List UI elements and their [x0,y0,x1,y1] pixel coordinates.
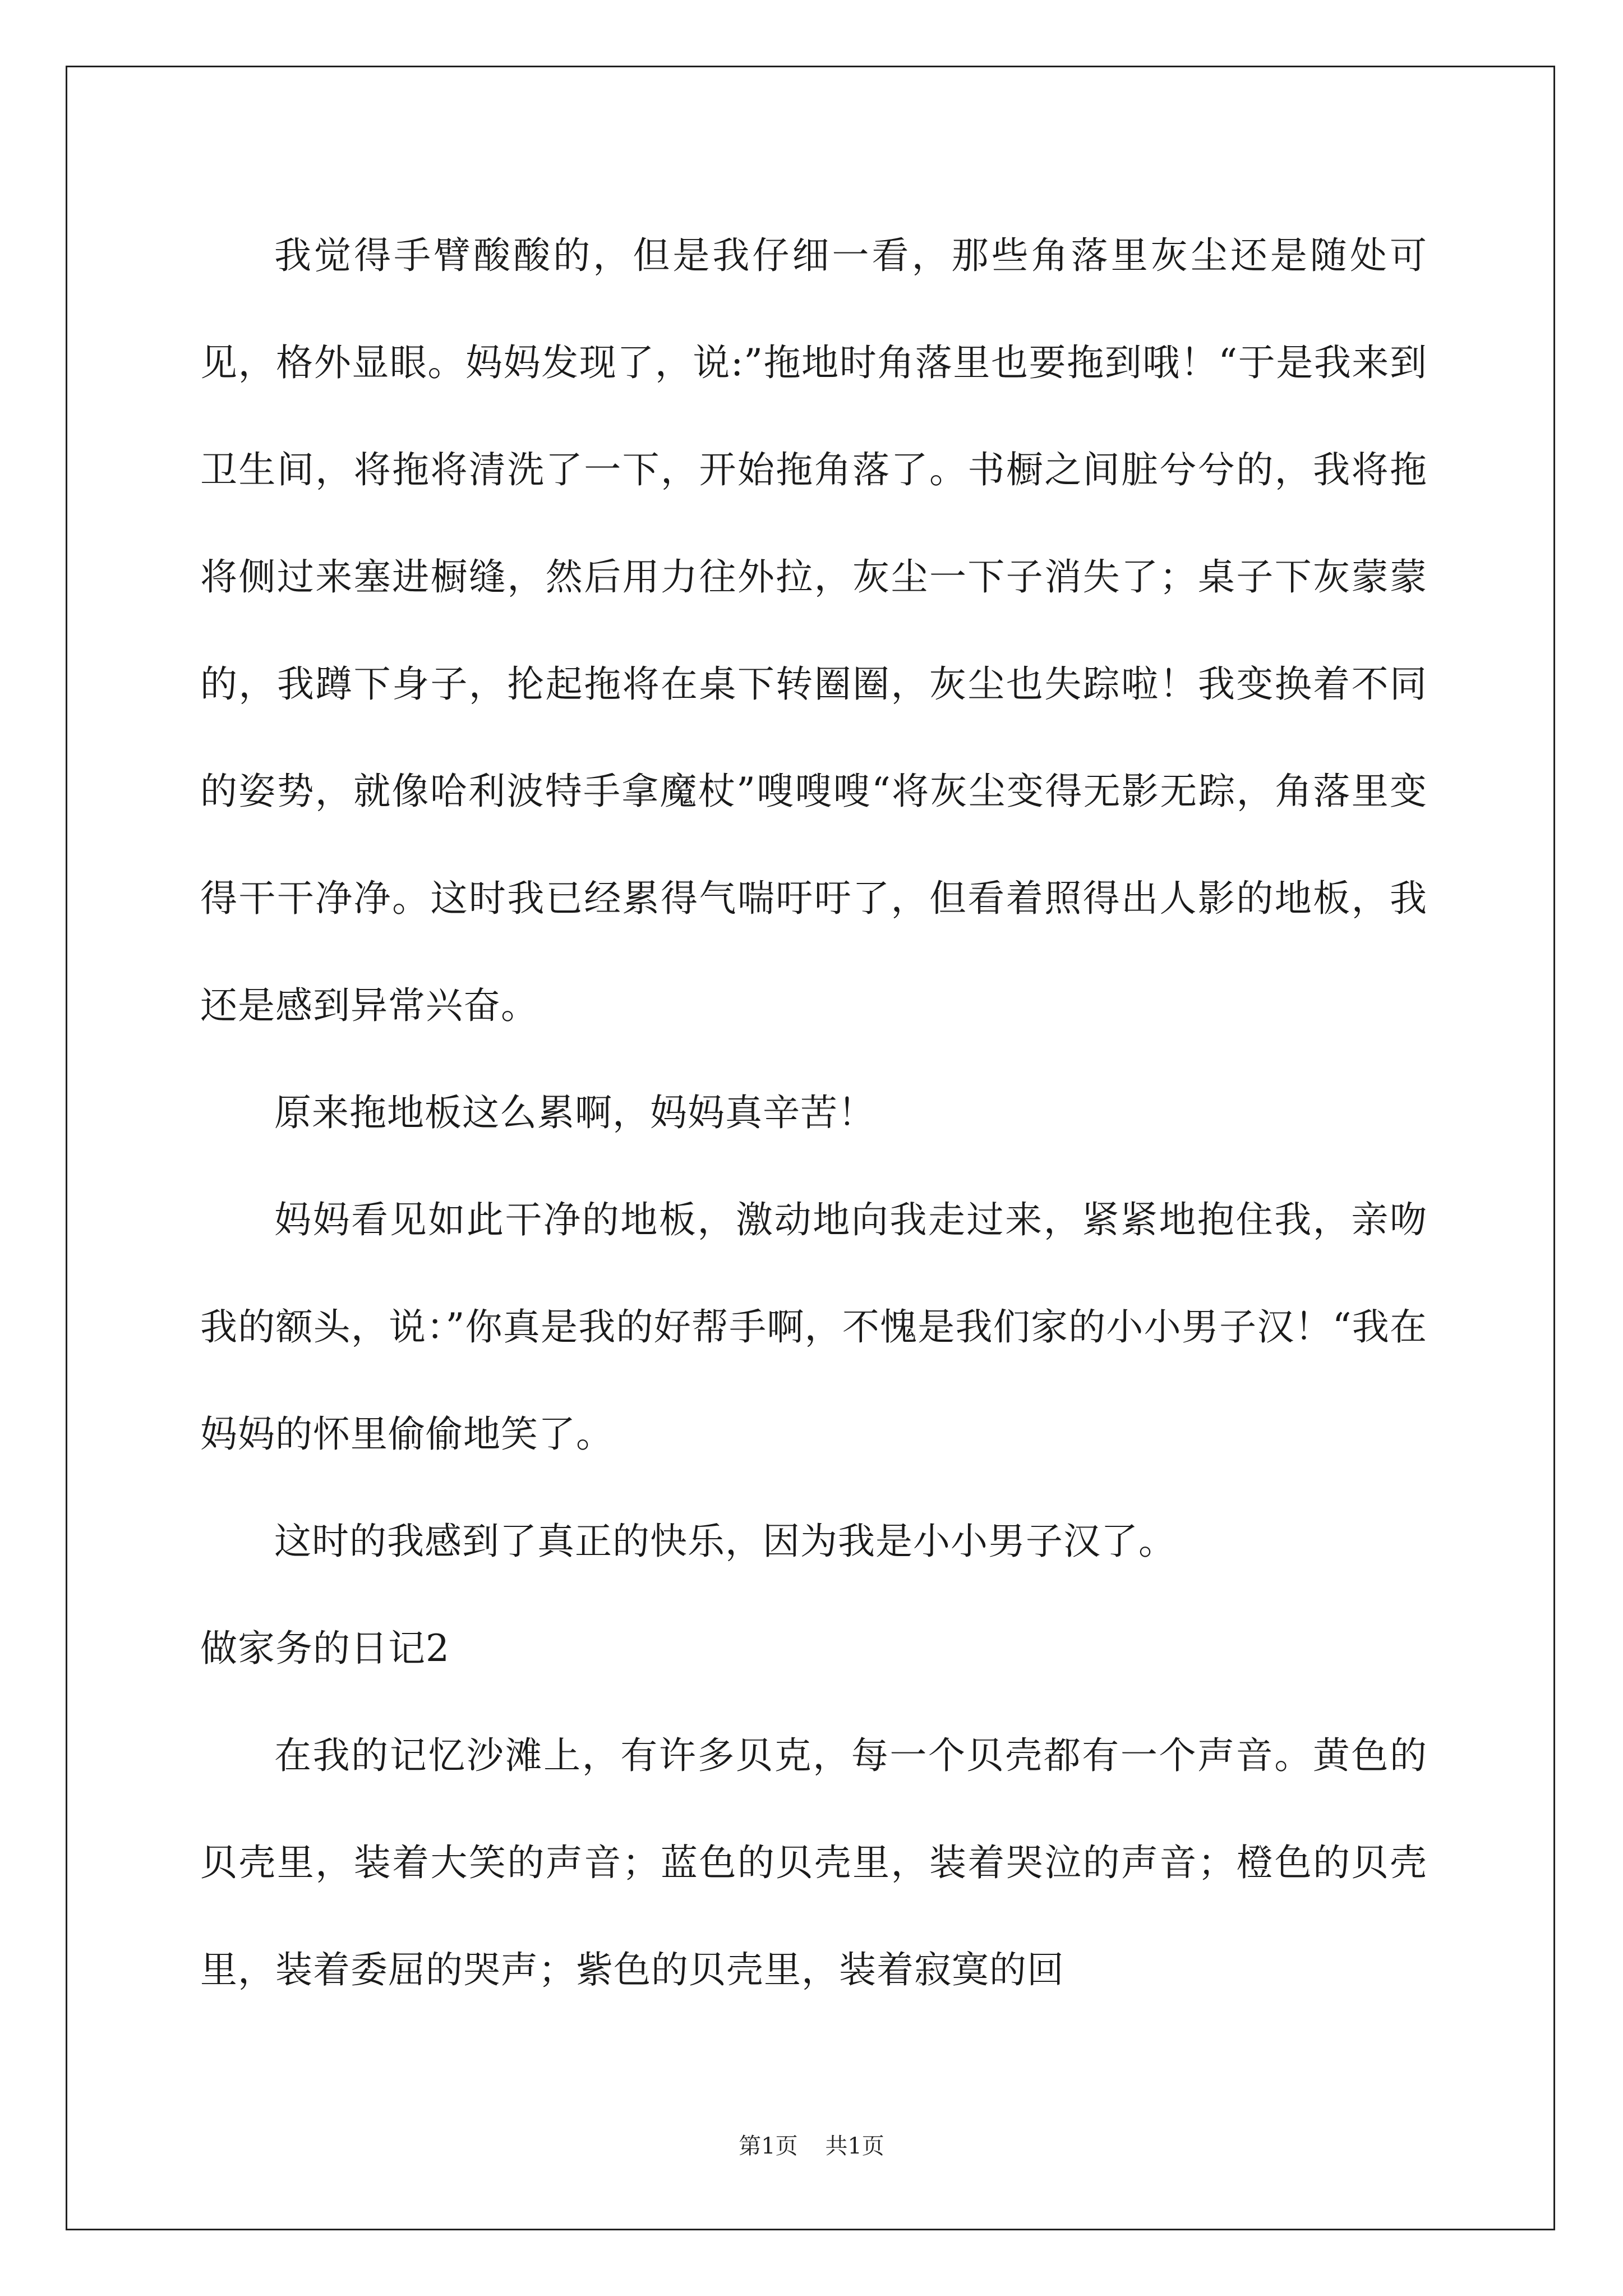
paragraph-4: 这时的我感到了真正的快乐，因为我是小小男子汉了。 [274,1520,1176,1563]
document-body [200,202,1427,2023]
paragraph-2: 原来拖地板这么累啊，妈妈真辛苦！ [274,1091,875,1134]
section-title: 做家务的日记2 [200,1627,450,1670]
page-footer [0,2129,1623,2163]
section-paragraph-1: 在我的记忆沙滩上，有许多贝克，每一个贝壳都有一个声音。黄色的贝壳里，装着大笑的声音；蓝色的贝壳里，装着哭泣的声音；橙色的贝壳里，装着委屈的哭声；紫色的贝壳里，装着寂寞的回 [200,1734,1427,1991]
paragraph-1: 我觉得手臂酸酸的，但是我仔细一看，那些角落里灰尘还是随处可见，格外显眼。妈妈发现了，说:”拖地时角落里也要拖到哦！“于是我来到卫生间，将拖将清洗了一下，开始拖角落了。书橱之间脏兮兮的，我将拖将侧过来塞进橱缝，然后用力往外拉，灰尘一下子消失了；桌子下灰蒙蒙的，我蹲下身子，抡起拖将在桌下转圈圈，灰尘也失踪啦！我变换着不同的姿势，就像哈利波特手拿魔杖”嗖嗖嗖“将灰尘变得无影无踪，角落里变得干干净净。这时我已经累得气喘吁吁了，但看着照得出人影的地板，我还是感到异常兴奋。 [200,234,1427,1027]
page-total: 共1页 [825,2133,884,2159]
paragraph-3: 妈妈看见如此干净的地板，激动地向我走过来，紧紧地抱住我，亲吻我的额头，说：”你真是我的好帮手啊，不愧是我们家的小小男子汉！“我在妈妈的怀里偷偷地笑了。 [200,1198,1427,1456]
page-number: 第1页 [739,2133,798,2159]
